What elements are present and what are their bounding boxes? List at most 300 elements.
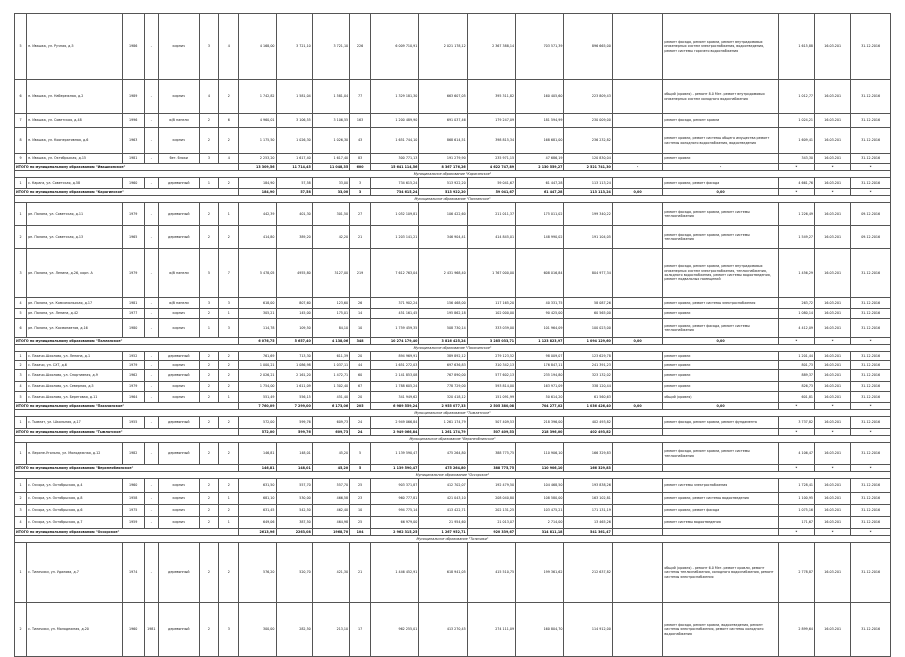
- premises-area-cell: 599,76: [276, 429, 312, 436]
- fund-cost-cell: 778 729,00: [419, 382, 467, 392]
- residents-cell: 43: [350, 128, 371, 154]
- residential-area-cell: 1 026,30: [312, 128, 349, 154]
- wall-material-cell: деревянный: [158, 417, 199, 429]
- total-area-cell: 1 175,50: [239, 128, 276, 154]
- residents-cell: 25: [350, 479, 371, 493]
- region-cost-cell: 388 775,75: [467, 465, 515, 472]
- start-date-cell: 16.03.201: [815, 14, 851, 80]
- entrances-cell: 1: [219, 203, 239, 226]
- residential-area-cell: 451,40: [312, 392, 349, 403]
- entrances-cell: 2: [219, 226, 239, 249]
- local-cost-cell: 90 425,00: [516, 309, 564, 319]
- empty-cell: [612, 382, 663, 392]
- residential-area-cell: 609,73: [312, 417, 349, 429]
- municipality-title: Муниципальное образование "Тиличики": [15, 536, 891, 543]
- start-date-cell: 16.03.201: [815, 361, 851, 370]
- premises-area-cell: 3 106,55: [276, 114, 312, 128]
- premises-area-cell: 807,60: [276, 298, 312, 309]
- unit-cost-cell: 1 456,29: [778, 249, 814, 298]
- residential-area-cell: 1 037,11: [312, 361, 349, 370]
- start-date-cell: 16.03.201: [815, 392, 851, 403]
- owners-cost-cell: 338 120,44: [564, 382, 612, 392]
- address-cell: рп. Палана, ул. Ленина, д.26, корп. А: [27, 249, 123, 298]
- residents-cell: 17: [350, 603, 371, 657]
- residential-area-cell: 33,00: [312, 178, 349, 189]
- end-date-cell: *: [851, 338, 891, 345]
- owners-cost-cell: 171 131,19: [564, 505, 612, 517]
- total-cost-cell: 451 161,45: [371, 309, 419, 319]
- table-row: [15, 603, 891, 657]
- wall-material-cell: кирпич: [158, 479, 199, 493]
- premises-area-cell: 556,15: [276, 392, 312, 403]
- table-row: [15, 361, 891, 370]
- fund-cost-cell: 412 702,07: [419, 479, 467, 493]
- fund-cost-cell: 868 614,51: [419, 128, 467, 154]
- start-date-cell: 16.03.201: [815, 479, 851, 493]
- row-number: 4: [15, 382, 27, 392]
- address-cell: рп. Палана, ул. Космонавтов, д.16: [27, 319, 123, 338]
- owners-cost-cell: 114 912,00: [564, 603, 612, 657]
- entrances-cell: 4: [219, 14, 239, 80]
- wall-material-cell: кирпич: [158, 80, 199, 114]
- total-cost-cell: 1 052 109,81: [371, 203, 419, 226]
- unit-cost-cell: *: [778, 164, 814, 171]
- fund-cost-cell: 2 431 968,40: [419, 249, 467, 298]
- year-built-cell: 1979: [122, 382, 144, 392]
- row-number: 4: [15, 517, 27, 529]
- total-area-cell: 4 960,01: [239, 114, 276, 128]
- entrances-cell: 2: [219, 479, 239, 493]
- year-renovated-cell: -: [144, 128, 158, 154]
- premises-area-cell: 1 581,04: [276, 80, 312, 114]
- end-date-cell: 31.12.2016: [851, 14, 891, 80]
- total-cost-cell: 1 329 181,30: [371, 80, 419, 114]
- owners-cost-cell: 123 629,78: [564, 352, 612, 361]
- entrances-cell: 3: [219, 298, 239, 309]
- subtotal-row: [15, 403, 891, 410]
- owners-cost-cell: 541 361,47: [564, 529, 612, 536]
- owners-cost-cell: 1 094 129,60: [564, 338, 612, 345]
- end-date-cell: 31.12.2016: [851, 517, 891, 529]
- local-cost-cell: 103 475,21: [516, 505, 564, 517]
- end-date-cell: 31.12.2016: [851, 154, 891, 164]
- region-cost-cell: 279 123,52: [467, 352, 515, 361]
- year-renovated-cell: -: [144, 370, 158, 382]
- total-cost-cell: 6 009 710,91: [371, 14, 419, 80]
- start-date-cell: 16.03.201: [815, 249, 851, 298]
- region-cost-cell: 211 011,37: [467, 203, 515, 226]
- year-renovated-cell: -: [144, 309, 158, 319]
- end-date-cell: 31.12.2016: [851, 128, 891, 154]
- region-cost-cell: 2 505 380,08: [467, 403, 515, 410]
- start-date-cell: *: [815, 429, 851, 436]
- fund-cost-cell: 475 264,80: [419, 443, 467, 465]
- region-cost-cell: 507 409,53: [467, 417, 515, 429]
- residential-area-cell: 611,39: [312, 352, 349, 361]
- total-cost-cell: 1 200 489,90: [371, 114, 419, 128]
- row-number: 4: [15, 298, 27, 309]
- unit-cost-cell: 1 080,14: [778, 309, 814, 319]
- total-cost-cell: 994 775,14: [371, 505, 419, 517]
- region-cost-cell: 3 285 033,71: [467, 338, 515, 345]
- owners-cost-cell: 100 023,00: [564, 319, 612, 338]
- address-cell: рп. Палана, ул. Советская, д.13: [27, 226, 123, 249]
- table-row: [15, 114, 891, 128]
- residential-area-cell: 1 617,40: [312, 154, 349, 164]
- end-date-cell: 31.12.2016: [851, 443, 891, 465]
- fund-cost-cell: 767 890,00: [419, 370, 467, 382]
- year-renovated-cell: -: [144, 154, 158, 164]
- address-cell: с. Тиличики, ул. Молодежная, д.20: [27, 603, 123, 657]
- local-cost-cell: 108 580,00: [516, 493, 564, 505]
- residential-area-cell: 301,50: [312, 203, 349, 226]
- fund-cost-cell: 106 422,60: [419, 203, 467, 226]
- year-renovated-cell: -: [144, 382, 158, 392]
- premises-area-cell: 282,50: [276, 603, 312, 657]
- works-cell: [663, 429, 778, 436]
- works-cell: 0,00: [663, 189, 778, 196]
- premises-area-cell: 713,30: [276, 352, 312, 361]
- region-cost-cell: 310 342,13: [467, 361, 515, 370]
- owners-cost-cell: 402 493,82: [564, 417, 612, 429]
- works-cell: ремонт кровли: [663, 352, 778, 361]
- floors-cell: 3: [199, 14, 219, 80]
- empty-cell: [612, 154, 663, 164]
- row-number: 3: [15, 505, 27, 517]
- premises-area-cell: 1 617,40: [276, 154, 312, 164]
- fund-cost-cell: 3 816 425,24: [419, 338, 467, 345]
- year-built-cell: 1960: [122, 479, 144, 493]
- owners-cost-cell: 191 104,05: [564, 226, 612, 249]
- row-number: 7: [15, 114, 27, 128]
- residents-cell: 44: [350, 361, 371, 370]
- premises-area-cell: 148,01: [276, 443, 312, 465]
- premises-area-cell: 557,70: [276, 479, 312, 493]
- empty-cell: [612, 543, 663, 603]
- floors-cell: 2: [199, 443, 219, 465]
- entrances-cell: 6: [219, 114, 239, 128]
- premises-area-cell: 542,50: [276, 505, 312, 517]
- region-cost-cell: 415 510,75: [467, 543, 515, 603]
- year-built-cell: 1979: [122, 361, 144, 370]
- total-area-cell: 1 742,82: [239, 80, 276, 114]
- residents-cell: 67: [350, 382, 371, 392]
- residents-cell: 226: [350, 14, 371, 80]
- end-date-cell: *: [851, 164, 891, 171]
- works-cell: ремонт фасада, ремонт кровли, ремонт системы теплоснабжения: [663, 443, 778, 465]
- total-cost-cell: 10 274 179,40: [371, 338, 419, 345]
- address-cell: с. Оссора, ул. Октябрьская, д.8: [27, 493, 123, 505]
- year-built-cell: 1979: [122, 203, 144, 226]
- works-cell: ремонт фасада, ремонт кровли, водоотведения, ремонт системы электроснабжения, ремонт системы холодного водоснабжения: [663, 603, 778, 657]
- local-cost-cell: 218 396,00: [516, 417, 564, 429]
- year-built-cell: 1989: [122, 80, 144, 114]
- extra-cost-cell: -: [612, 164, 663, 171]
- municipality-title: Муниципальное образование "Верхнеоблинское": [15, 436, 891, 443]
- residents-cell: 25: [350, 517, 371, 529]
- municipality-header-row: [15, 536, 891, 543]
- year-built-cell: 1982: [122, 443, 144, 465]
- end-date-cell: 31.12.2016: [851, 178, 891, 189]
- address-cell: с. Пахачи-Шхолово, ул. Северная, д.5: [27, 382, 123, 392]
- total-cost-cell: 66 979,00: [371, 517, 419, 529]
- total-cost-cell: 960 777,81: [371, 493, 419, 505]
- end-date-cell: *: [851, 529, 891, 536]
- subtotal-label: ИТОГО по муниципальному образованию "Оссорское": [15, 529, 239, 536]
- region-cost-cell: 1 767 000,00: [467, 249, 515, 298]
- entrances-cell: 2: [219, 352, 239, 361]
- local-cost-cell: 608 016,84: [516, 249, 564, 298]
- end-date-cell: 31.12.2016: [851, 114, 891, 128]
- year-renovated-cell: -: [144, 493, 158, 505]
- residents-cell: 24: [350, 417, 371, 429]
- total-area-cell: 631,50: [239, 479, 276, 493]
- floors-cell: 4: [199, 80, 219, 114]
- floors-cell: 2: [199, 370, 219, 382]
- premises-area-cell: 401,30: [276, 203, 312, 226]
- fund-cost-cell: 2 021 178,12: [419, 14, 467, 80]
- wall-material-cell: кирпич: [158, 392, 199, 403]
- unit-cost-cell: 1 549,27: [778, 226, 814, 249]
- local-cost-cell: 176 847,11: [516, 361, 564, 370]
- total-area-cell: 2 253,20: [239, 154, 276, 164]
- residential-area-cell: 33,00: [312, 189, 349, 196]
- unit-cost-cell: 1 226,49: [778, 203, 814, 226]
- total-area-cell: 146,81: [239, 465, 276, 472]
- end-date-cell: 31.12.2016: [851, 298, 891, 309]
- works-cell: ремонт фасада, ремонт кровли, ремонт внутридомовых инженерных систем электроснабжения, водоотведения, ремонт системы горячего водоснабжения: [663, 14, 778, 80]
- works-cell: ремонт кровли: [663, 370, 778, 382]
- owners-cost-cell: 1 036 426,40: [564, 403, 612, 410]
- unit-cost-cell: 826,73: [778, 382, 814, 392]
- premises-area-cell: 57,58: [276, 189, 312, 196]
- table-row: [15, 479, 891, 493]
- owners-cost-cell: 61 560,63: [564, 392, 612, 403]
- row-number: 5: [15, 14, 27, 80]
- unit-cost-cell: 2 778,87: [778, 543, 814, 603]
- table-row: [15, 178, 891, 189]
- empty-cell: [612, 128, 663, 154]
- local-cost-cell: 160 804,70: [516, 603, 564, 657]
- row-number: 3: [15, 249, 27, 298]
- address-cell: п. Ивашка, ул. Ручная, д.5: [27, 14, 123, 80]
- local-cost-cell: 181 594,99: [516, 114, 564, 128]
- residential-area-cell: 466,58: [312, 493, 349, 505]
- year-built-cell: 1979: [122, 249, 144, 298]
- end-date-cell: *: [851, 465, 891, 472]
- residents-cell: 219: [350, 249, 371, 298]
- end-date-cell: 31.12.2016: [851, 309, 891, 319]
- owners-cost-cell: 193 838,26: [564, 479, 612, 493]
- local-cost-cell: 148 990,02: [516, 226, 564, 249]
- start-date-cell: 16.03.201: [815, 443, 851, 465]
- residents-cell: 348: [350, 338, 371, 345]
- entrances-cell: 2: [219, 178, 239, 189]
- fund-cost-cell: 663 607,05: [419, 80, 467, 114]
- works-cell: общий (кровля) - ремонт 8.0 Мэт. ремонт внутридомовых инженерных систем холодного водоснабжения: [663, 80, 778, 114]
- total-area-cell: 1 000,21: [239, 361, 276, 370]
- empty-cell: [612, 114, 663, 128]
- year-built-cell: 1996: [122, 114, 144, 128]
- total-area-cell: 6 076,75: [239, 338, 276, 345]
- owners-cost-cell: 199 340,22: [564, 203, 612, 226]
- end-date-cell: 31.12.2016: [851, 382, 891, 392]
- year-renovated-cell: -: [144, 543, 158, 603]
- local-cost-cell: 47 686,19: [516, 154, 564, 164]
- address-cell: рп. Палана, ул. Комсомольская, д.17: [27, 298, 123, 309]
- premises-area-cell: 387,50: [276, 517, 312, 529]
- total-area-cell: 649,06: [239, 517, 276, 529]
- wall-material-cell: ж/б панели: [158, 298, 199, 309]
- works-cell: ремонт системы водоотведения: [663, 517, 778, 529]
- address-cell: п. Ивашка, ул. Советская, д.48: [27, 114, 123, 128]
- unit-cost-cell: 1 615,88: [778, 14, 814, 80]
- works-cell: 0,00: [663, 403, 778, 410]
- works-cell: ремонт кровли: [663, 361, 778, 370]
- floors-cell: 3: [199, 298, 219, 309]
- region-cost-cell: 208 040,80: [467, 493, 515, 505]
- start-date-cell: *: [815, 465, 851, 472]
- year-renovated-cell: -: [144, 14, 158, 80]
- table-row: [15, 493, 891, 505]
- residents-cell: 600: [350, 164, 371, 171]
- local-cost-cell: 160 405,60: [516, 80, 564, 114]
- municipality-header-row: [15, 436, 891, 443]
- wall-material-cell: деревянный: [158, 226, 199, 249]
- total-area-cell: 631,45: [239, 505, 276, 517]
- municipality-title: Муниципальное образование "Пахачинское": [15, 345, 891, 352]
- start-date-cell: 16.03.201: [815, 505, 851, 517]
- works-cell: ремонт фасада, ремонт кровли, ремонт внутридомовых инженерных систем электроснабжения, теплоснабжения, холодного водоснабжения, ремонт системы водоотведения, ремонт подвальных помещений: [663, 249, 778, 298]
- total-area-cell: 7 760,09: [239, 403, 276, 410]
- address-cell: с. Оссора, ул. Октябрьская, д.4: [27, 479, 123, 493]
- year-renovated-cell: -: [144, 479, 158, 493]
- total-cost-cell: 1 203 141,21: [371, 226, 419, 249]
- table-row: [15, 382, 891, 392]
- region-cost-cell: 395 311,82: [467, 80, 515, 114]
- total-area-cell: 414,80: [239, 226, 276, 249]
- local-cost-cell: 314 811,18: [516, 529, 564, 536]
- empty-cell: [612, 249, 663, 298]
- local-cost-cell: 98 009,07: [516, 352, 564, 361]
- residential-area-cell: 42,20: [312, 226, 349, 249]
- residential-area-cell: 45,20: [312, 465, 349, 472]
- unit-cost-cell: *: [778, 529, 814, 536]
- residential-area-cell: 1 472,71: [312, 370, 349, 382]
- floors-cell: 1: [199, 178, 219, 189]
- year-built-cell: 1981: [122, 298, 144, 309]
- local-cost-cell: 2 130 559,27: [516, 164, 564, 171]
- address-cell: с. Тиличики, ул. Удалова, д.7: [27, 543, 123, 603]
- residents-cell: 23: [350, 493, 371, 505]
- year-built-cell: 1974: [122, 543, 144, 603]
- owners-cost-cell: 166 329,83: [564, 465, 612, 472]
- municipality-title: Муниципальное образование "Палланское": [15, 196, 891, 203]
- residents-cell: 163: [350, 114, 371, 128]
- end-date-cell: 31.12.2016: [851, 479, 891, 493]
- unit-cost-cell: 601,81: [778, 392, 814, 403]
- municipality-header-row: [15, 472, 891, 479]
- row-number: 1: [15, 543, 27, 603]
- residents-cell: 26: [350, 298, 371, 309]
- row-number: 6: [15, 80, 27, 114]
- unit-cost-cell: *: [778, 465, 814, 472]
- row-number: 2: [15, 226, 27, 249]
- wall-material-cell: кирпич: [158, 361, 199, 370]
- residents-cell: 77: [350, 80, 371, 114]
- start-date-cell: 16.03.201: [815, 128, 851, 154]
- fund-cost-cell: 513 922,20: [419, 189, 467, 196]
- local-cost-cell: 110 906,10: [516, 465, 564, 472]
- residential-area-cell: 84,10: [312, 319, 349, 338]
- floors-cell: 2: [199, 203, 219, 226]
- empty-cell: [612, 352, 663, 361]
- region-cost-cell: 274 111,09: [467, 603, 515, 657]
- start-date-cell: 16.03.201: [815, 80, 851, 114]
- start-date-cell: *: [815, 189, 851, 196]
- address-cell: с. Пахачи-Шхолово, ул. Спортивная, д.9: [27, 370, 123, 382]
- start-date-cell: *: [815, 529, 851, 536]
- residential-area-cell: 6 173,06: [312, 403, 349, 410]
- row-number: 1: [15, 203, 27, 226]
- year-renovated-cell: -: [144, 203, 158, 226]
- address-cell: п. Верхне-Угольно, ул. Молодежная, д.12: [27, 443, 123, 465]
- local-cost-cell: 1 123 823,97: [516, 338, 564, 345]
- wall-material-cell: деревянный: [158, 603, 199, 657]
- unit-cost-cell: 171,67: [778, 517, 814, 529]
- table-row: [15, 154, 891, 164]
- empty-cell: [612, 203, 663, 226]
- table-row: [15, 352, 891, 361]
- table-row: [15, 517, 891, 529]
- floors-cell: 2: [199, 543, 219, 603]
- works-cell: ремонт кровли, ремонт фасада: [663, 178, 778, 189]
- row-number: 1: [15, 178, 27, 189]
- address-cell: рп. Палана, ул. Советская, д.11: [27, 203, 123, 226]
- year-built-cell: 1958: [122, 493, 144, 505]
- residential-area-cell: 4 138,06: [312, 338, 349, 345]
- owners-cost-cell: 230 009,00: [564, 114, 612, 128]
- works-cell: 0,00: [663, 338, 778, 345]
- end-date-cell: 09.12.2016: [851, 203, 891, 226]
- end-date-cell: 31.12.2016: [851, 505, 891, 517]
- works-cell: ремонт кровли, ремонт системы общего имущества ремонт системы холодного водоснабжения, водоотведения: [663, 128, 778, 154]
- total-cost-cell: 1 788 605,24: [371, 382, 419, 392]
- extra-cost-cell: [612, 465, 663, 472]
- residents-cell: 104: [350, 529, 371, 536]
- end-date-cell: 31.12.2016: [851, 361, 891, 370]
- fund-cost-cell: 413 270,45: [419, 603, 467, 657]
- premises-area-cell: 148,01: [276, 465, 312, 472]
- year-renovated-cell: -: [144, 417, 158, 429]
- start-date-cell: 16.03.201: [815, 370, 851, 382]
- year-renovated-cell: 1981: [144, 603, 158, 657]
- region-cost-cell: 388 775,75: [467, 443, 515, 465]
- entrances-cell: 4: [219, 154, 239, 164]
- subtotal-label: ИТОГО по муниципальному образованию "Верхнеоблинское": [15, 465, 239, 472]
- local-cost-cell: 218 396,00: [516, 429, 564, 436]
- owners-cost-cell: 2 521 741,30: [564, 164, 612, 171]
- works-cell: общий (кровля) - ремонт 6.0 Мэт. ремонт кровли, ремонт системы теплоснабжения, холодного водоснабжения, ремонт системы электроснабжения: [663, 543, 778, 603]
- residential-area-cell: 175,01: [312, 309, 349, 319]
- total-cost-cell: 1 139 590,47: [371, 443, 419, 465]
- owners-cost-cell: 166 329,83: [564, 443, 612, 465]
- residents-cell: 20: [350, 392, 371, 403]
- total-cost-cell: 894 969,91: [371, 352, 419, 361]
- owners-cost-cell: 241 391,23: [564, 361, 612, 370]
- end-date-cell: 31.12.2016: [851, 392, 891, 403]
- residential-area-cell: 462,40: [312, 505, 349, 517]
